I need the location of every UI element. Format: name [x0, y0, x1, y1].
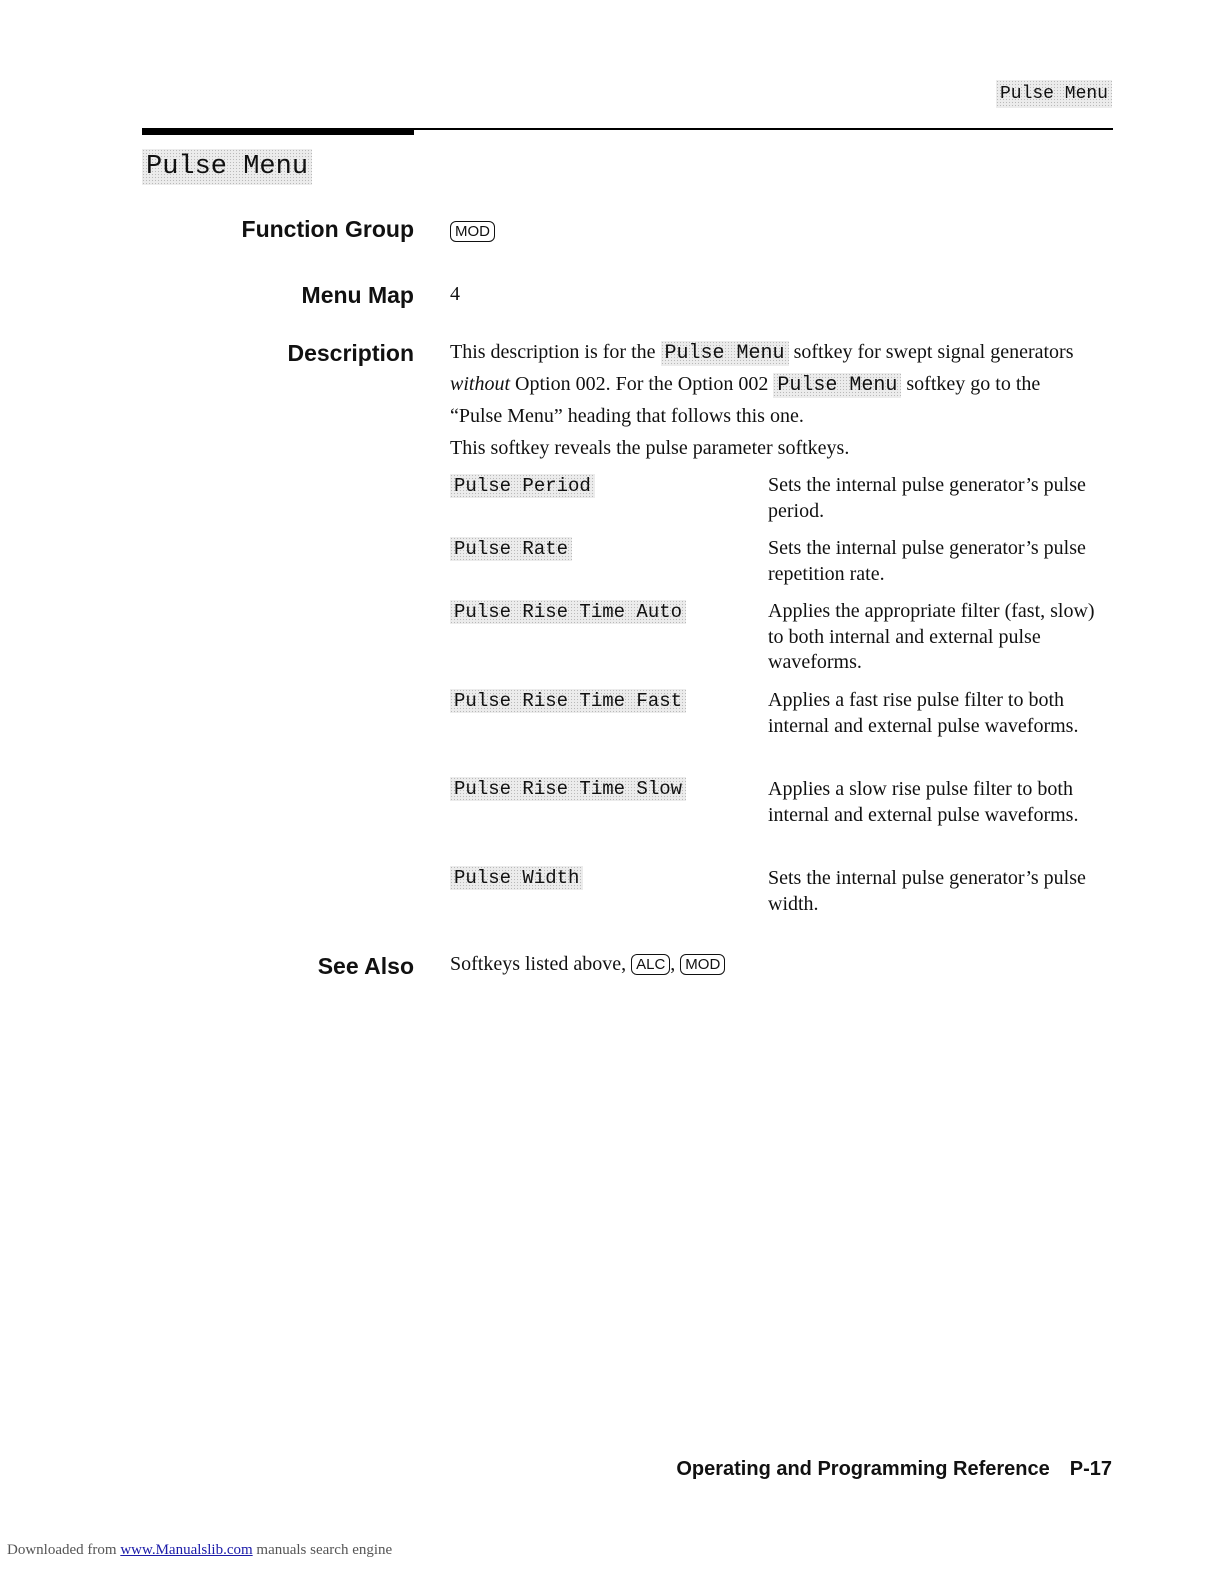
- softkey-row-key: [450, 474, 595, 497]
- description-text: softkey for swept signal generators: [793, 341, 1074, 363]
- mod-key: MOD: [680, 954, 725, 975]
- softkey-row-key: [450, 777, 686, 800]
- see-also-value: [450, 950, 725, 978]
- pulse-rise-time-fast-softkey: Pulse Rise Time Fast: [450, 689, 686, 713]
- softkey-row-desc: Applies the appropriate filter (fast, slow) to both internal and external pulse waveforms.: [768, 600, 1095, 673]
- pulse-period-softkey: Pulse Period: [450, 474, 595, 498]
- alc-key: ALC: [631, 954, 670, 975]
- description-text: This description is for the: [450, 341, 656, 363]
- softkey-row-key: [450, 866, 583, 889]
- softkey-row-desc: Applies a slow rise pulse filter to both internal and external pulse waveforms.: [768, 778, 1079, 826]
- softkey-row-key: [450, 689, 686, 712]
- mod-key: MOD: [450, 221, 495, 242]
- running-head: Pulse Menu: [996, 80, 1112, 108]
- description-text: softkey go to the “Pulse Menu” heading that follows this one.: [450, 373, 1041, 427]
- pulse-rise-time-auto-softkey: Pulse Rise Time Auto: [450, 600, 686, 624]
- description-text: Option 002. For the Option 002: [515, 373, 769, 395]
- description-label: Description: [287, 340, 414, 366]
- softkey-row-key: [450, 537, 572, 560]
- description-paragraph-2: This softkey reveals the pulse parameter softkeys.: [450, 437, 850, 459]
- softkey-row-key: [450, 600, 686, 623]
- download-note-prefix: Downloaded from: [7, 1542, 117, 1558]
- see-also-label: See Also: [317, 953, 414, 979]
- see-also-separator: ,: [670, 953, 676, 975]
- softkey-row-desc: Sets the internal pulse generator’s pulse period.: [768, 474, 1086, 522]
- manualslib-link[interactable]: www.Manualslib.com: [120, 1542, 253, 1558]
- description-emphasis: without: [450, 373, 511, 395]
- pulse-menu-softkey-ref-option002: Pulse Menu: [773, 373, 901, 398]
- header-rule-thick: [142, 128, 414, 135]
- softkey-row-desc: Applies a fast rise pulse filter to both internal and external pulse waveforms.: [768, 689, 1079, 737]
- page-title: Pulse Menu: [142, 149, 312, 185]
- menu-map-label: Menu Map: [301, 282, 414, 308]
- function-group-label: Function Group: [241, 216, 414, 242]
- menu-map-value: 4: [450, 283, 460, 305]
- pulse-menu-softkey-ref: Pulse Menu: [661, 341, 789, 366]
- footer-page-number: P-17: [1069, 1458, 1112, 1480]
- softkey-row-desc: Sets the internal pulse generator’s pulse width.: [768, 867, 1086, 915]
- pulse-rise-time-slow-softkey: Pulse Rise Time Slow: [450, 777, 686, 801]
- download-note-suffix: manuals search engine: [256, 1542, 393, 1558]
- pulse-width-softkey: Pulse Width: [450, 866, 583, 890]
- softkey-row-desc: Sets the internal pulse generator’s pulse repetition rate.: [768, 537, 1086, 585]
- description-paragraph: [450, 337, 1090, 431]
- pulse-rate-softkey: Pulse Rate: [450, 537, 572, 561]
- header-rule-thin: [414, 128, 1113, 130]
- download-note: [7, 1542, 392, 1559]
- see-also-text: Softkeys listed above,: [450, 953, 627, 975]
- function-group-value: [450, 217, 495, 245]
- footer-section-title: Operating and Programming Reference: [676, 1458, 1050, 1480]
- page-footer: [676, 1458, 1112, 1481]
